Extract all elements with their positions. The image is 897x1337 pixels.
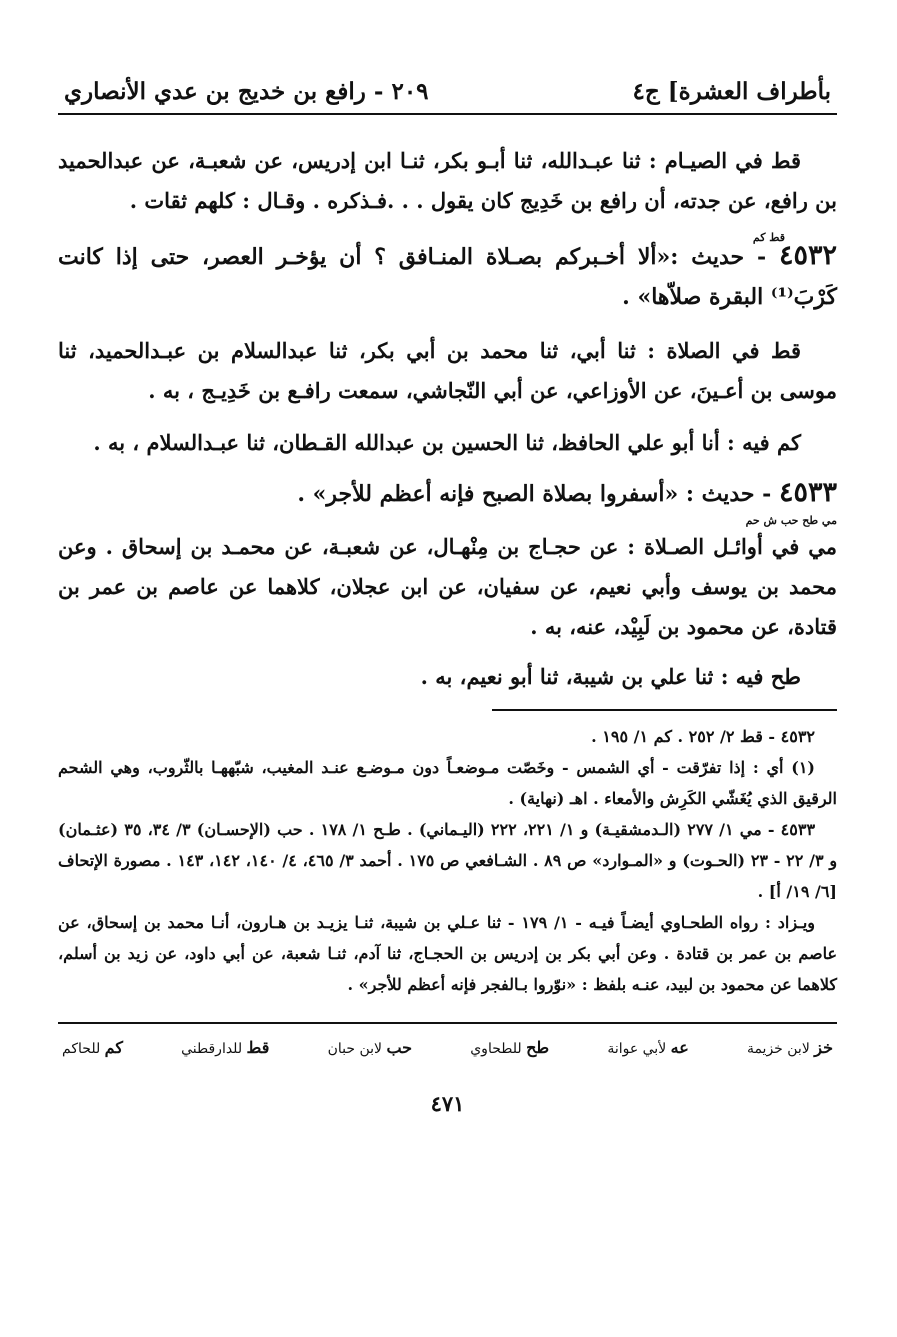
main-text [58,141,837,697]
footnote-addition: ويـزاد : رواه الطحـاوي أيضـاً فيـه - ١/ ١٧٩ - ثنا عـلي بن شيبة، ثنـا يزيـد بن هـارون، أنـا محمد بن إسحاق، عن عاصم بن عمر بن قتادة . وعن أبي بكر بن إدريس بن الحجـاج، ثنا آدم، ثنـا شعبة، عن أبي داود، عن زيد بن أسلم، كلاهما عن محمود بن لبيد، عنـه بلفظ : «نوّروا بـالفجر فإنه أعظم للأجر» . [58,913,838,994]
footnote-4532-refs: ٤٥٣٢ - قط ٢/ ٢٥٢ . كم ١/ ١٩٥ . [591,727,815,746]
footnote-4533-refs: ٤٥٣٣ - مي ١/ ٢٧٧ (الـدمشقيـة) و ١/ ٢٢١، ٢٢٢ (اليـماني) . طـح ١/ ١٧٨ . حب (الإحسـان) ٣/ ٣٤، ٣٥ (عثـمان) و ٣/ ٢٢ - ٢٣ (الحـوت) و «المـوارد» ص ٨٩ . الشـافعي ص ١٧٥ . أحمد ٣/ ٤٦٥، ٤/ ١٤٠، ١٤٢، ١٤٣ . مصورة الإتحاف [٦/ ١٩/ أ] . [58,820,838,901]
hadith-4532 [58,236,837,317]
abbr-item: عه لأبي عوانة [607,1038,689,1057]
header-chapter: ٢٠٩ - رافع بن خديج بن عدي الأنصاري [64,78,429,105]
abbreviation-key [58,1024,837,1057]
paragraph-qutni-siyam: قط في الصيـام : ثنا عبـدالله، ثنا أبـو بكر، ثنـا ابن إدريس، عن شعبـة، عن عبدالحميد بن رافع، عن جدته، أن رافع بن خَدِيج كان يقول . . .فـذكره . وقـال : كلهم ثقات . [58,148,837,213]
hadith-text: - حديث : «أسفروا بصلاة الصبح فإنه أعظم للأجر» . [297,481,779,507]
hadith-4533-sigla: مي طح حب ش حم [745,514,837,527]
hadith-4533 [58,473,837,514]
footnote-separator [492,709,837,711]
paragraph-tahawi: طح فيه : ثنا علي بن شيبة، ثنا أبو نعيم، به . [420,664,801,689]
running-header [58,78,837,115]
header-volume: بأطراف العشرة] ج٤ [632,78,831,105]
hadith-text: - حديث :«ألا أخـبركم بصـلاة المنـافق ؟ أن يؤخـر العصر، حتى إذا كانت كَرْبَ⁽¹⁾ البقرة صلاّها» . [58,244,837,310]
hadith-number: ٤٥٣٣ [778,477,837,508]
paragraph-qutni-salat: قط في الصلاة : ثنا أبي، ثنا محمد بن أبي بكر، ثنا عبدالسلام بن عبـدالحميد، ثنا موسى بن أعـينَ، عن الأوزاعي، عن أبي النّجاشي، سمعت رافـع بن خَدِيـج ، به . [58,338,837,403]
hadith-4532-sigla: قط كم [752,231,785,244]
hadith-number: ٤٥٣٢ [778,240,837,271]
footnotes [58,721,837,1000]
abbr-item: طح للطحاوي [470,1038,550,1057]
page-number: ٤٧١ [430,1091,465,1116]
abbr-item: حب لابن حبان [327,1038,413,1057]
abbr-item: قط للدارقطني [181,1038,270,1057]
paragraph-darimi: مي في أوائـل الصـلاة : عن حجـاج بن مِنْهـال، عن شعبـة، عن محمـد بن إسحاق . وعن محمد بن يوسف وأبي نعيم، عن سفيان، عن ابن عجلان، كلاهما عن عاصم بن عمر بن قتادة، عن محمود بن لَبِيْد، عنه، به . [58,534,837,639]
abbr-item: كم للحاكم [62,1038,123,1057]
abbr-item: خز لابن خزيمة [746,1038,833,1057]
footnote-1-gloss: (١) أي : إذا تفرّقت - أي الشمس - وخَصّت مـوضعـاً دون مـوضـع عنـد المغيب، شبّههـا بالثّروب، وهي الشحم الرقيق الذي يُغَشّي الكَرِش والأمعاء . اهـ (نهاية) . [58,758,837,808]
paragraph-hakim: كم فيه : أنا أبو علي الحافظ، ثنا الحسين بن عبدالله القـطان، ثنا عبـدالسلام ، به . [93,430,801,455]
